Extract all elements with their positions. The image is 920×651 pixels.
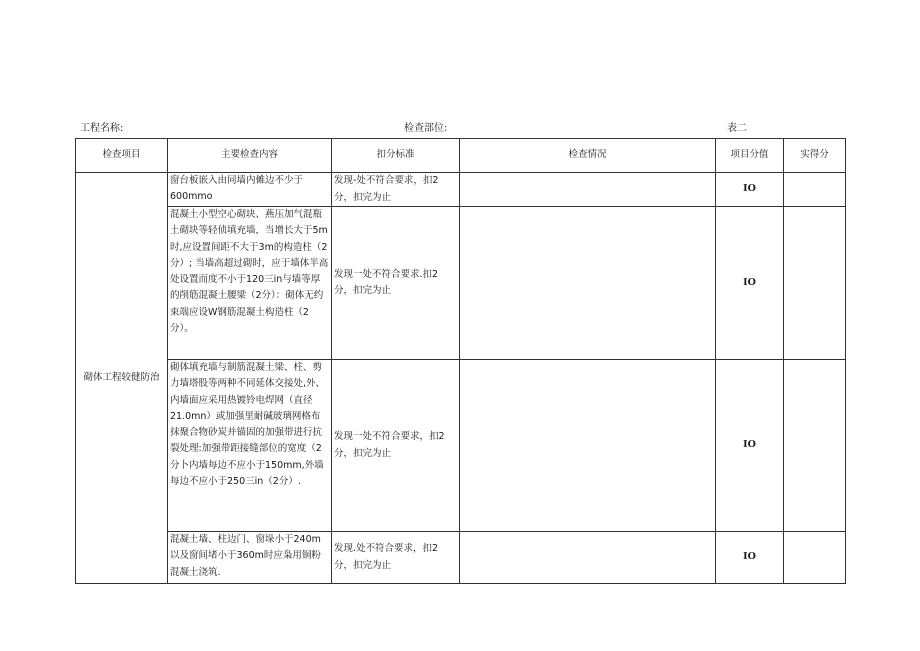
actual-score-cell[interactable] — [784, 532, 846, 584]
standard-cell: 发现.处不符合要求，扣2分，扣完为止 — [332, 532, 460, 584]
standard-cell: 发现一处不符合要求，扣2分，扣完为止 — [332, 360, 460, 532]
project-name-label: 工程名称: — [80, 123, 124, 134]
inspection-table — [75, 138, 846, 584]
inspection-location-label: 检查部位: — [404, 123, 448, 134]
table-number: 表二 — [727, 123, 747, 134]
column-header-actual: 实得分 — [784, 139, 846, 173]
score-cell: IO — [716, 532, 784, 584]
table-row — [76, 532, 846, 584]
content-cell: 混凝土墙、柱边门、窗垛小于240m以及窗间堵小于360m时应枭用铜粉混凝土浇筑. — [168, 532, 332, 584]
actual-score-cell[interactable] — [784, 360, 846, 532]
status-cell[interactable] — [460, 207, 716, 360]
standard-cell: 发现一处不符合要求.扣2分，扣完为止 — [332, 207, 460, 360]
actual-score-cell[interactable] — [784, 207, 846, 360]
content-cell: 砌体填充墙与制筋混凝土梁、柱、剪力墙塔股等两种不同延体交接处,外、内墙面应采用热镀铃电焊网（直径21.0mn）或加强里耐碱玻璃网格布抹聚合物砂炭并锚固的加强带进行抗裂处理:加强带距接缝部位的宽度（2分卜内墙每边不应小于150mm,外墙每边不应小于250三in（2分）. — [168, 360, 332, 532]
column-header-item: 检查项目 — [76, 139, 168, 173]
status-cell[interactable] — [460, 173, 716, 207]
score-cell: IO — [716, 360, 784, 532]
standard-cell: 发现-处不符合要求，扣2分，扣完为止 — [332, 173, 460, 207]
score-cell: IO — [716, 173, 784, 207]
content-cell: 窗台板嵌入由同墙内傩边不少于600mmo — [168, 173, 332, 207]
inspection-item: 砌体工程较健防治 — [76, 173, 168, 584]
column-header-status: 检查情况 — [460, 139, 716, 173]
status-cell[interactable] — [460, 532, 716, 584]
actual-score-cell[interactable] — [784, 173, 846, 207]
column-header-content: 主要检查内容 — [168, 139, 332, 173]
table-row — [76, 207, 846, 360]
table-row — [76, 360, 846, 532]
score-cell: IO — [716, 207, 784, 360]
table-header-row — [76, 139, 846, 173]
status-cell[interactable] — [460, 360, 716, 532]
table-row — [76, 173, 846, 207]
content-cell: 混凝土小型空心砌块、燕压加气混瓶土砌块等轻侦填充墙，当增长大于5m时,应设置间距不大于3m的构造柱（2分）; 当墙高超过砌时，应于墙体半高处设置而度不小于120三in与墙等厚的削筋混凝土腰梁（2分）：砌体无约束端应设W钢筋混凝土构造柱（2分）。 — [168, 207, 332, 360]
column-header-standard: 扣分标准 — [332, 139, 460, 173]
column-header-score: 项目分值 — [716, 139, 784, 173]
